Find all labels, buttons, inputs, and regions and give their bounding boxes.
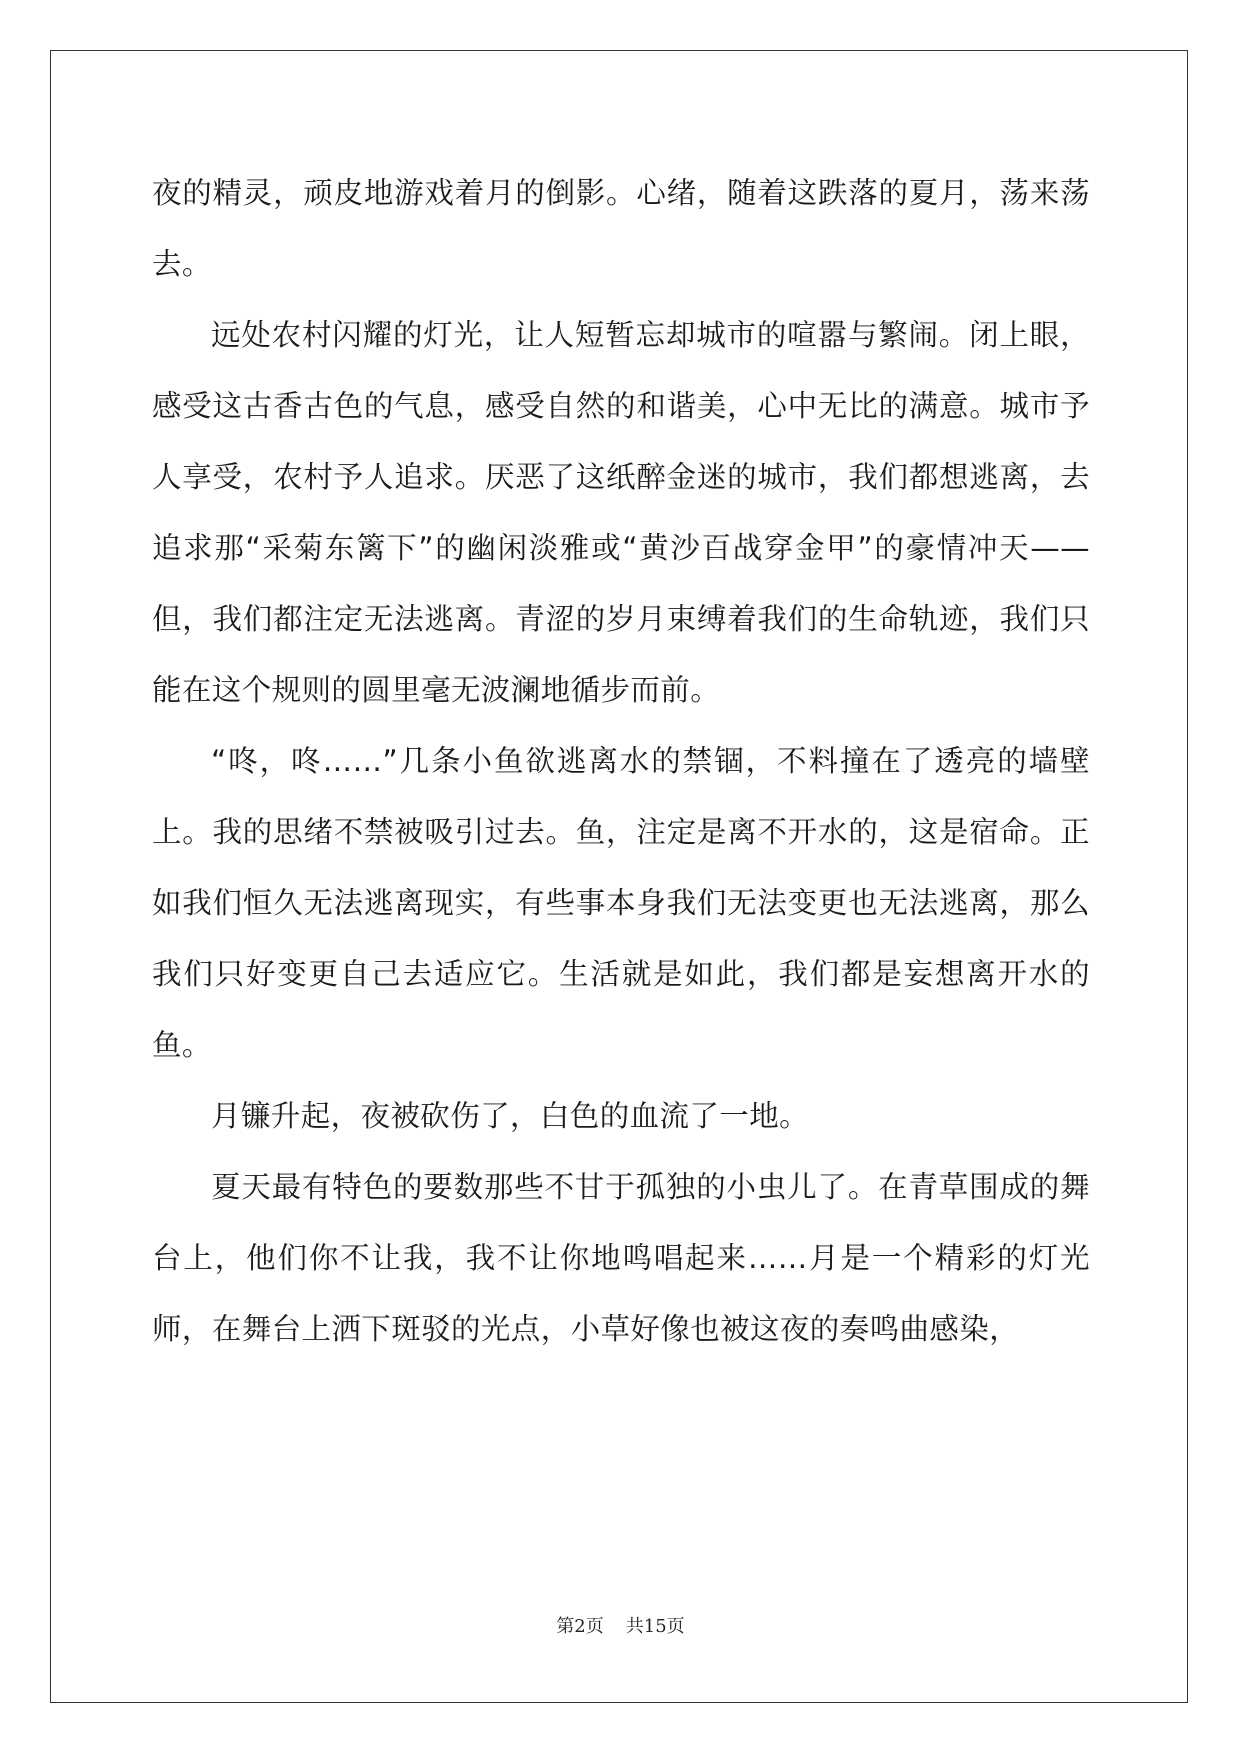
page-number: 第2页 bbox=[556, 1616, 604, 1637]
document-body bbox=[152, 158, 1090, 1365]
paragraph-continued: 夜的精灵，顽皮地游戏着月的倒影。心绪，随着这跌落的夏月，荡来荡去。 bbox=[152, 176, 1090, 281]
paragraph: 夏天最有特色的要数那些不甘于孤独的小虫儿了。在青草围成的舞台上，他们你不让我，我不让你地鸣唱起来……月是一个精彩的灯光师，在舞台上洒下斑驳的光点，小草好像也被这夜的奏鸣曲感染， bbox=[152, 1170, 1090, 1346]
paragraph: 月镰升起，夜被砍伤了，白色的血流了一地。 bbox=[211, 1099, 810, 1133]
paragraph: “咚，咚……”几条小鱼欲逃离水的禁锢，不料撞在了透亮的墙壁上。我的思绪不禁被吸引过去。鱼，注定是离不开水的，这是宿命。正如我们恒久无法逃离现实，有些事本身我们无法变更也无法逃离，那么我们只好变更自己去适应它。生活就是如此，我们都是妄想离开水的鱼。 bbox=[152, 744, 1090, 1062]
page-total: 共15页 bbox=[625, 1616, 685, 1637]
page-footer bbox=[0, 1612, 1241, 1638]
paragraph: 远处农村闪耀的灯光，让人短暂忘却城市的喧嚣与繁闹。闭上眼，感受这古香古色的气息，感受自然的和谐美，心中无比的满意。城市予人享受，农村予人追求。厌恶了这纸醉金迷的城市，我们都想逃离，去追求那“采菊东篱下”的幽闲淡雅或“黄沙百战穿金甲”的豪情冲天——但，我们都注定无法逃离。青涩的岁月束缚着我们的生命轨迹，我们只能在这个规则的圆里毫无波澜地循步而前。 bbox=[152, 318, 1090, 707]
